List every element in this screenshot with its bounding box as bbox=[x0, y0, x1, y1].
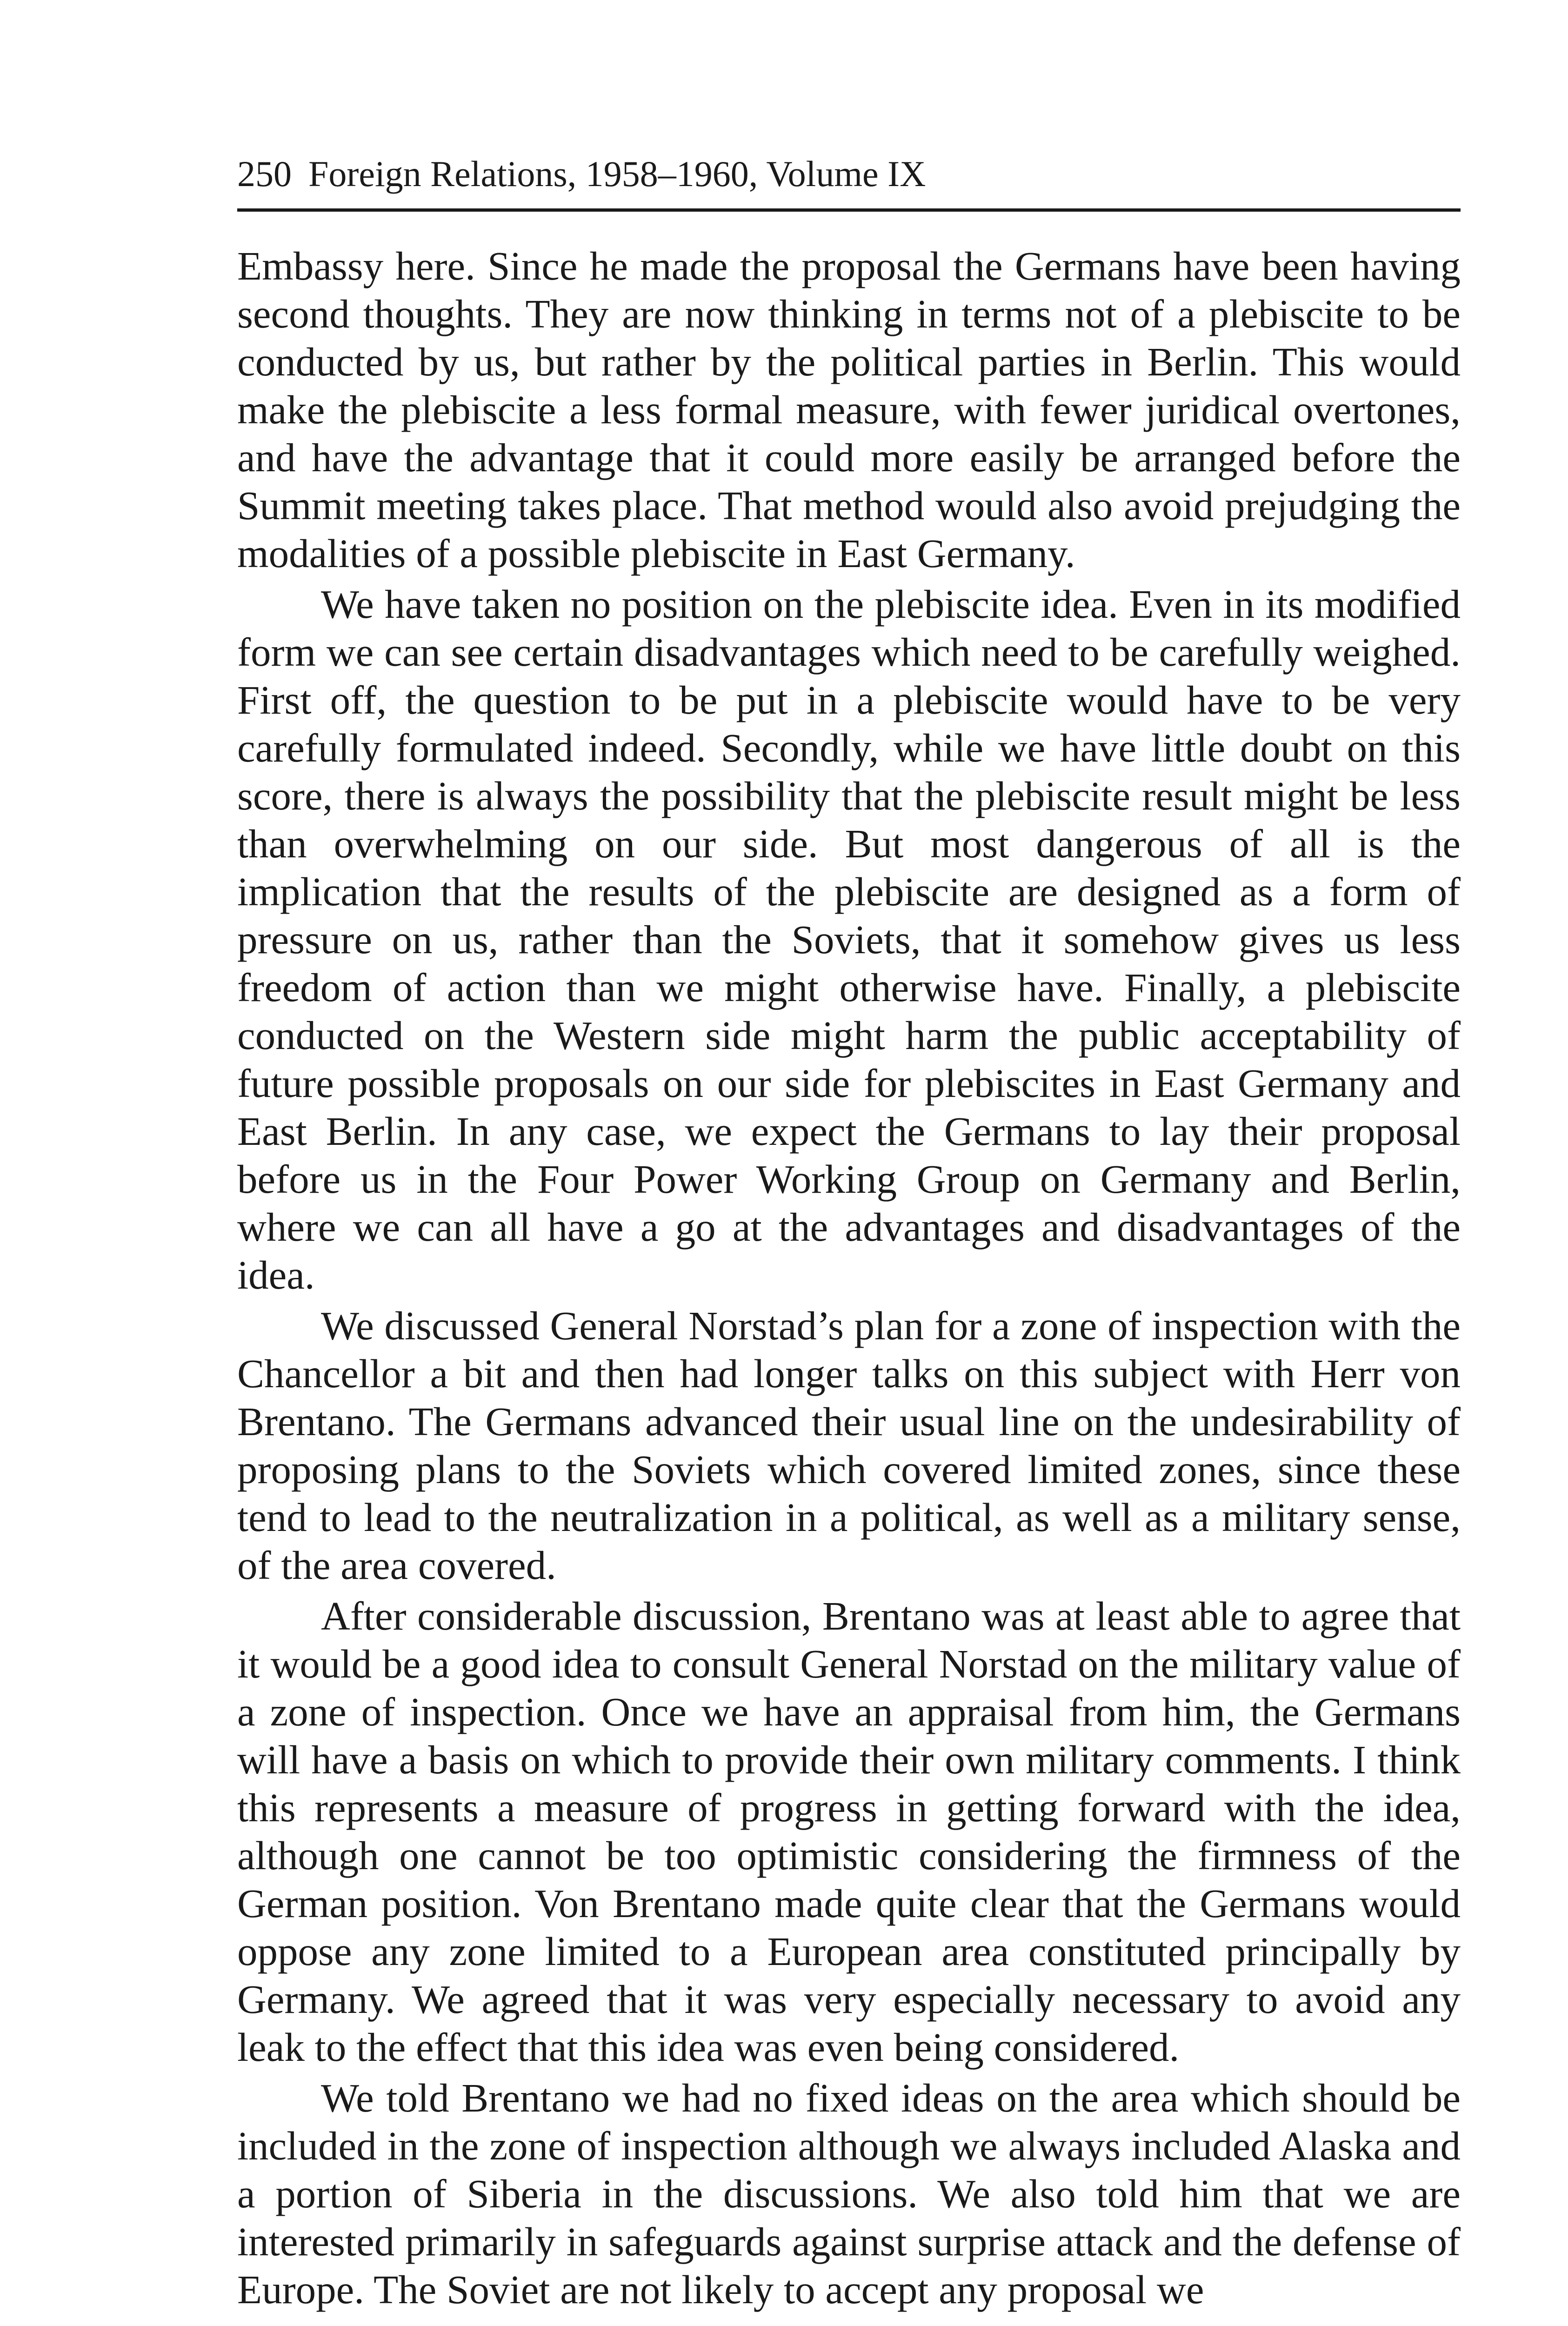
running-head bbox=[237, 156, 1461, 192]
paragraph: We have taken no position on the plebiscite idea. Even in its modified form we can see certain disadvantages which need to be carefully weighed. First off, the question to be put in a plebiscite would have to be very carefully formulated indeed. Secondly, while we have little doubt on this score, there is always the possibility that the plebiscite result might be less than overwhelming on our side. But most dangerous of all is the implication that the results of the plebiscite are designed as a form of pressure on us, rather than the Soviets, that it somehow gives us less freedom of action than we might otherwise have. Finally, a plebiscite conducted on the Western side might harm the public acceptability of future possible proposals on our side for plebiscites in East Germany and East Berlin. In any case, we expect the Germans to lay their proposal before us in the Four Power Working Group on Germany and Berlin, where we can all have a go at the advantages and disadvantages of the idea. bbox=[237, 582, 1461, 1297]
paragraph-continued: Embassy here. Since he made the proposal the Germans have been having second thoughts. They are now thinking in terms not of a plebiscite to be conducted by us, but rather by the political parties in Berlin. This would make the plebiscite a less formal measure, with fewer juridical overtones, and have the advantage that it could more easily be arranged before the Summit meeting takes place. That method would also avoid prejudging the modalities of a possible plebiscite in East Germany. bbox=[237, 243, 1461, 576]
paragraph: We discussed General Norstad’s plan for a zone of inspection with the Chancellor a bit and then had longer talks on this subject with Herr von Brentano. The Germans advanced their usual line on the undesirability of proposing plans to the Soviets which covered limited zones, since these tend to lead to the neutralization in a political, as well as a military sense, of the area covered. bbox=[237, 1303, 1461, 1588]
running-head-title: Foreign Relations, 1958–1960, Volume IX bbox=[308, 154, 926, 194]
paragraph: We told Brentano we had no fixed ideas on the area which should be included in the zone of inspection although we always included Alaska and a portion of Siberia in the discussions. We also told him that we are interested primarily in safeguards against surprise attack and the defense of Europe. The Soviet are not likely to accept any proposal we bbox=[237, 2075, 1461, 2312]
body-text bbox=[237, 242, 1461, 2316]
paragraph: After considerable discussion, Brentano was at least able to agree that it would be a good idea to consult General Norstad on the military value of a zone of inspection. Once we have an appraisal from him, the Germans will have a basis on which to provide their own military comments. I think this represents a measure of progress in getting forward with the idea, although one cannot be too optimistic considering the firmness of the German position. Von Brentano made quite clear that the Germans would oppose any zone limited to a European area constituted principally by Germany. We agreed that it was very especially necessary to avoid any leak to the effect that this idea was even being considered. bbox=[237, 1593, 1461, 2070]
page-number: 250 bbox=[237, 154, 292, 194]
header-rule bbox=[237, 208, 1461, 212]
